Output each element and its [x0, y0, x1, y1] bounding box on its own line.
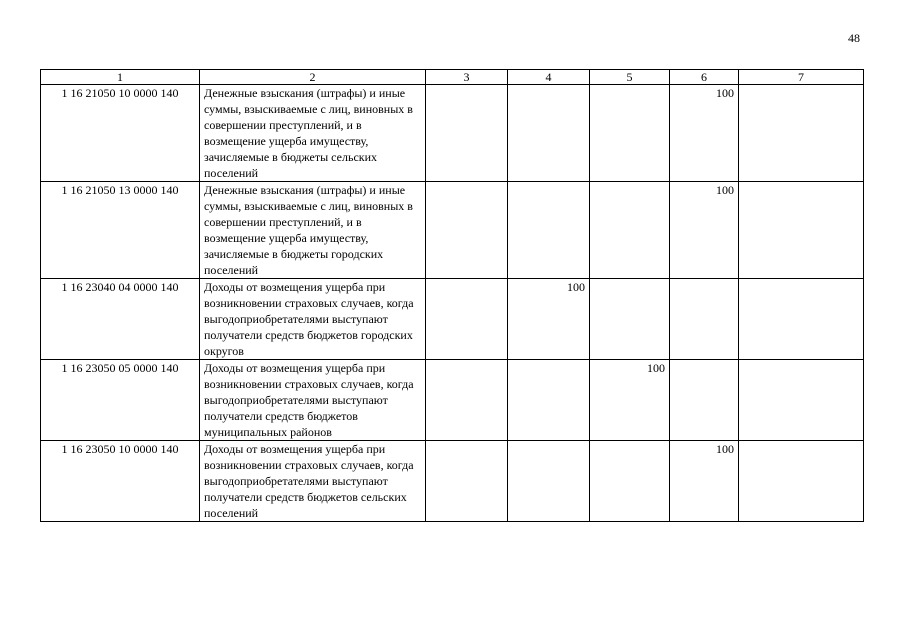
- table-row: [41, 441, 864, 522]
- cell-col4: 100: [508, 279, 590, 360]
- income-description: Доходы от возмещения ущерба при возникновении страховых случаев, когда выгодоприобретателями выступают получатели средств бюджетов муниципальных районов: [200, 360, 426, 441]
- cell-col7: [739, 441, 864, 522]
- budget-table: [40, 69, 864, 522]
- cell-col4: [508, 182, 590, 279]
- cell-col3: [426, 182, 508, 279]
- column-header: 4: [508, 70, 590, 85]
- table-row: [41, 360, 864, 441]
- cell-col6: 100: [670, 182, 739, 279]
- table-row: [41, 279, 864, 360]
- cell-col4: [508, 441, 590, 522]
- column-header: 3: [426, 70, 508, 85]
- cell-col4: [508, 85, 590, 182]
- cell-col3: [426, 441, 508, 522]
- income-description: Денежные взыскания (штрафы) и иные суммы, взыскиваемые с лиц, виновных в совершении преступлений, и в возмещение ущерба имуществу, зачисляемые в бюджеты городских поселений: [200, 182, 426, 279]
- income-code: 1 16 21050 13 0000 140: [41, 182, 200, 279]
- income-description: Доходы от возмещения ущерба при возникновении страховых случаев, когда выгодоприобретателями выступают получатели средств бюджетов городских округов: [200, 279, 426, 360]
- income-code: 1 16 23050 05 0000 140: [41, 360, 200, 441]
- cell-col5: [590, 182, 670, 279]
- cell-col6: 100: [670, 441, 739, 522]
- cell-col4: [508, 360, 590, 441]
- cell-col5: 100: [590, 360, 670, 441]
- cell-col6: [670, 360, 739, 441]
- income-code: 1 16 21050 10 0000 140: [41, 85, 200, 182]
- cell-col6: 100: [670, 85, 739, 182]
- cell-col3: [426, 360, 508, 441]
- cell-col5: [590, 279, 670, 360]
- table-row: [41, 85, 864, 182]
- cell-col5: [590, 441, 670, 522]
- cell-col6: [670, 279, 739, 360]
- cell-col5: [590, 85, 670, 182]
- income-code: 1 16 23050 10 0000 140: [41, 441, 200, 522]
- income-description: Доходы от возмещения ущерба при возникновении страховых случаев, когда выгодоприобретателями выступают получатели средств бюджетов сельских поселений: [200, 441, 426, 522]
- column-header: 7: [739, 70, 864, 85]
- cell-col3: [426, 85, 508, 182]
- cell-col3: [426, 279, 508, 360]
- table-header-row: [41, 70, 864, 85]
- column-header: 1: [41, 70, 200, 85]
- cell-col7: [739, 360, 864, 441]
- column-header: 5: [590, 70, 670, 85]
- cell-col7: [739, 182, 864, 279]
- column-header: 2: [200, 70, 426, 85]
- cell-col7: [739, 279, 864, 360]
- page-number: 48: [848, 31, 860, 45]
- table-row: [41, 182, 864, 279]
- income-description: Денежные взыскания (штрафы) и иные суммы, взыскиваемые с лиц, виновных в совершении преступлений, и в возмещение ущерба имуществу, зачисляемые в бюджеты сельских поселений: [200, 85, 426, 182]
- cell-col7: [739, 85, 864, 182]
- income-code: 1 16 23040 04 0000 140: [41, 279, 200, 360]
- column-header: 6: [670, 70, 739, 85]
